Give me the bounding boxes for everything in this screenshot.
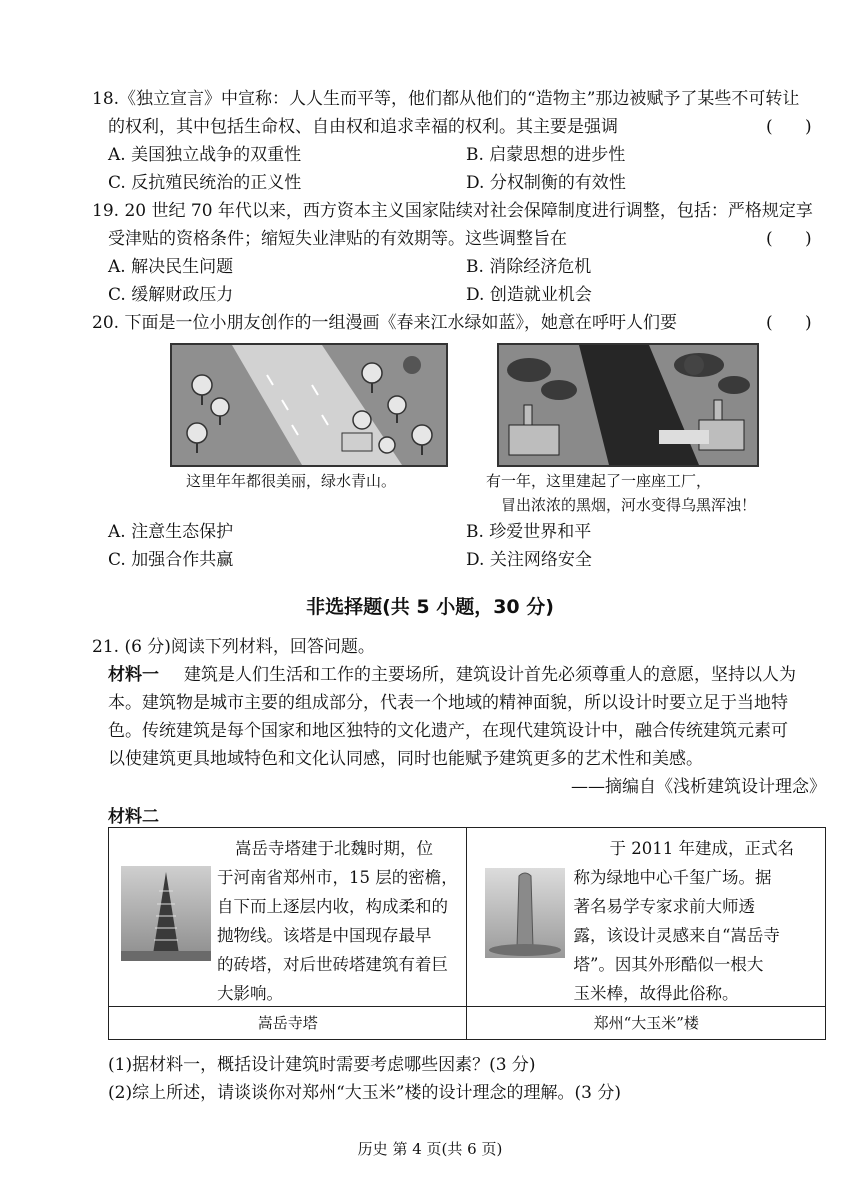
corn-text-line5: 塔”。因其外形酷似一根大 xyxy=(573,955,764,974)
corn-text-line4: 露，该设计灵感来自“嵩岳寺 xyxy=(573,926,780,945)
songyue-pagoda-caption: 嵩岳寺塔 xyxy=(109,1007,467,1040)
q20-answer-paren: ( ) xyxy=(766,313,812,333)
q18-option-a: A. 美国独立战争的双重性 xyxy=(108,145,302,165)
songyue-pagoda-text xyxy=(217,834,463,1008)
big-corn-building-text xyxy=(573,834,819,1008)
material1-line2: 本。建筑物是城市主要的组成部分，代表一个地域的精神面貌，所以设计时要立足于当地特 xyxy=(108,693,788,713)
songyue-text-line1: 嵩岳寺塔建于北魏时期，位 xyxy=(235,839,433,858)
polluted-river-drawing xyxy=(499,345,757,465)
q18-stem-line1: 18.《独立宣言》中宣称：人人生而平等，他们都从他们的“造物主”那边被赋予了某些不可转让 xyxy=(92,89,800,109)
material2-table xyxy=(108,827,826,1040)
q19-stem-line2: 受津贴的资格条件；缩短失业津贴的有效期等。这些调整旨在 xyxy=(108,229,567,249)
comic-caption-right-line2: 冒出浓浓的黑烟，河水变得乌黑浑浊！ xyxy=(501,496,757,514)
corn-text-line3: 著名易学专家求前大师透 xyxy=(573,897,755,916)
q18-option-c: C. 反抗殖民统治的正义性 xyxy=(108,173,302,193)
comic-panel-clean-river xyxy=(170,343,448,467)
q19-answer-paren: ( ) xyxy=(766,229,812,249)
material2-label: 材料二 xyxy=(108,807,159,827)
songyue-pagoda-photo xyxy=(121,866,211,961)
material1-source: ——摘编自《浅析建筑设计理念》 xyxy=(571,777,826,797)
table-cell-big-corn-building xyxy=(467,828,826,1007)
page-footer: 历史 第 4 页(共 6 页) xyxy=(357,1140,503,1158)
q18-option-b: B. 启蒙思想的进步性 xyxy=(466,145,626,165)
q19-stem-line1: 19. 20 世纪 70 年代以来，西方资本主义国家陆续对社会保障制度进行调整，包括：严格规定享 xyxy=(92,201,813,221)
q19-option-d: D. 创造就业机会 xyxy=(466,285,592,305)
q19-option-c: C. 缓解财政压力 xyxy=(108,285,234,305)
big-corn-building-caption: 郑州“大玉米”楼 xyxy=(467,1007,826,1040)
q20-stem: 20. 下面是一位小朋友创作的一组漫画《春来江水绿如蓝》，她意在呼吁人们要 xyxy=(92,313,677,333)
songyue-text-line6: 大影响。 xyxy=(217,984,283,1003)
material1-label: 材料一 xyxy=(108,665,159,685)
clean-river-drawing xyxy=(172,345,446,465)
q21-sub-question-1: (1)据材料一，概括设计建筑时需要考虑哪些因素？(3 分) xyxy=(108,1055,536,1075)
material1-line4: 以使建筑更具地域特色和文化认同感，同时也能赋予建筑更多的艺术性和美感。 xyxy=(108,749,703,769)
q20-option-b: B. 珍爱世界和平 xyxy=(466,522,592,542)
corn-text-line6: 玉米棒，故得此俗称。 xyxy=(573,984,739,1003)
material1-line3: 色。传统建筑是每个国家和地区独特的文化遗产，在现代建筑设计中，融合传统建筑元素可 xyxy=(108,721,788,741)
q18-option-d: D. 分权制衡的有效性 xyxy=(466,173,626,193)
songyue-text-line4: 抛物线。该塔是中国现存最早 xyxy=(217,926,432,945)
section-title: 非选择题(共 5 小题，30 分) xyxy=(306,596,554,618)
q19-option-a: A. 解决民生问题 xyxy=(108,257,234,277)
comic-caption-left: 这里年年都很美丽，绿水青山。 xyxy=(186,472,397,490)
q18-stem-line2: 的权利，其中包括生命权、自由权和追求幸福的权利。其主要是强调 xyxy=(108,117,618,137)
q20-option-c: C. 加强合作共赢 xyxy=(108,550,234,570)
q21-intro: 21. (6 分)阅读下列材料，回答问题。 xyxy=(92,637,375,657)
table-cell-songyue-pagoda xyxy=(109,828,467,1007)
q19-option-b: B. 消除经济危机 xyxy=(466,257,592,277)
q18-answer-paren: ( ) xyxy=(766,117,812,137)
q20-option-d: D. 关注网络安全 xyxy=(466,550,592,570)
corn-text-line1: 于 2011 年建成，正式名 xyxy=(609,839,794,858)
songyue-text-line2: 于河南省郑州市，15 层的密檐， xyxy=(217,868,458,887)
corn-text-line2: 称为绿地中心千玺广场。据 xyxy=(573,868,772,887)
big-corn-building-photo xyxy=(485,868,565,958)
material1-line1: 建筑是人们生活和工作的主要场所，建筑设计首先必须尊重人的意愿，坚持以人为 xyxy=(184,665,796,685)
q21-sub-question-2: (2)综上所述，请谈谈你对郑州“大玉米”楼的设计理念的理解。(3 分) xyxy=(108,1083,621,1103)
q20-option-a: A. 注意生态保护 xyxy=(108,522,234,542)
comic-caption-right-line1: 有一年，这里建起了一座座工厂， xyxy=(486,472,712,490)
songyue-text-line3: 自下而上逐层内收，构成柔和的 xyxy=(217,897,448,916)
songyue-text-line5: 的砖塔，对后世砖塔建筑有着巨 xyxy=(217,955,448,974)
comic-panel-polluted-river xyxy=(497,343,759,467)
